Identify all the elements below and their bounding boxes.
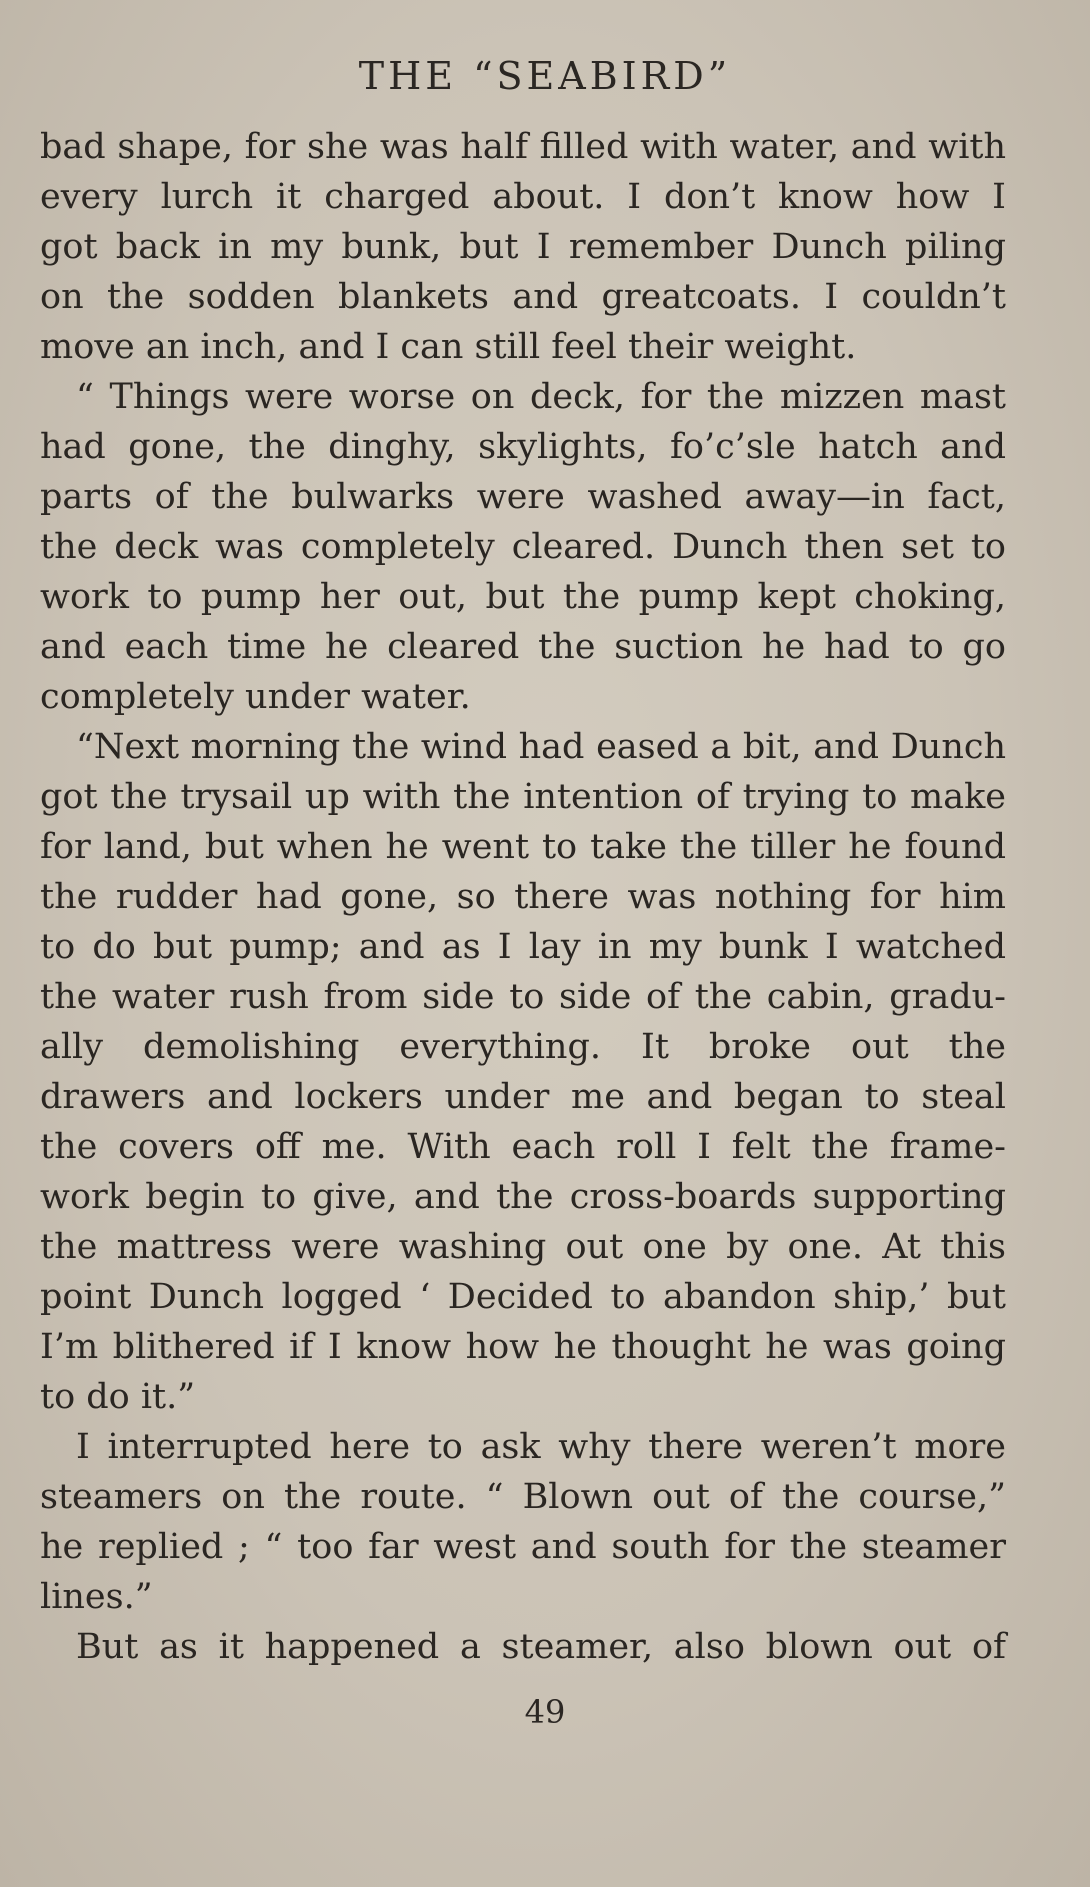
text-line: he replied ; “ too far west and south for the steamer (40, 1527, 1006, 1567)
text-line: I’m blithered if I know how he thought he was going (40, 1327, 1006, 1367)
text-line: move an inch, and I can still feel their weight. (40, 327, 857, 367)
text-line: steamers on the route. “ Blown out of the course,” (40, 1477, 1006, 1517)
text-line: the rudder had gone, so there was nothing for him (40, 877, 1006, 917)
text-line: got back in my bunk, but I remember Dunch piling (40, 227, 1006, 267)
body-text (40, 122, 1006, 1672)
text-line: drawers and lockers under me and began to steal (40, 1077, 1006, 1117)
text-line: the mattress were washing out one by one. At this (40, 1227, 1006, 1267)
text-line: completely under water. (40, 677, 471, 717)
text-line: the water rush from side to side of the cabin, gradu- (40, 977, 1006, 1017)
text-line: and each time he cleared the suction he had to go (40, 627, 1006, 667)
text-line: the covers off me. With each roll I felt the frame- (40, 1127, 1006, 1167)
text-line: got the trysail up with the intention of trying to make (40, 777, 1006, 817)
text-line: bad shape, for she was half filled with water, and with (40, 127, 1006, 167)
text-line: ally demolishing everything. It broke out the (40, 1027, 1006, 1067)
text-line: on the sodden blankets and greatcoats. I couldn’t (40, 277, 1006, 317)
page-number: 49 (524, 1693, 566, 1731)
text-line: to do it.” (40, 1377, 196, 1417)
text-line: work to pump her out, but the pump kept choking, (40, 577, 1006, 617)
text-line: every lurch it charged about. I don’t know how I (40, 177, 1006, 217)
text-line: point Dunch logged ‘ Decided to abandon ship,’ but (40, 1277, 1006, 1317)
text-line: lines.” (40, 1577, 153, 1617)
running-head: THE “SEABIRD” (358, 54, 732, 98)
text-line: the deck was completely cleared. Dunch then set to (40, 527, 1006, 567)
text-line: But as it happened a steamer, also blown out of (76, 1627, 1006, 1667)
text-line: to do but pump; and as I lay in my bunk I watched (40, 927, 1006, 967)
text-line: work begin to give, and the cross-boards supporting (40, 1177, 1006, 1217)
text-line: for land, but when he went to take the tiller he found (40, 827, 1006, 867)
text-line: had gone, the dinghy, skylights, fo’c’sle hatch and (40, 427, 1006, 467)
text-line: “ Things were worse on deck, for the mizzen mast (76, 377, 1006, 417)
text-line: parts of the bulwarks were washed away—in fact, (40, 477, 1006, 517)
text-line: I interrupted here to ask why there weren’t more (76, 1427, 1006, 1467)
text-line: “Next morning the wind had eased a bit, and Dunch (76, 727, 1006, 767)
